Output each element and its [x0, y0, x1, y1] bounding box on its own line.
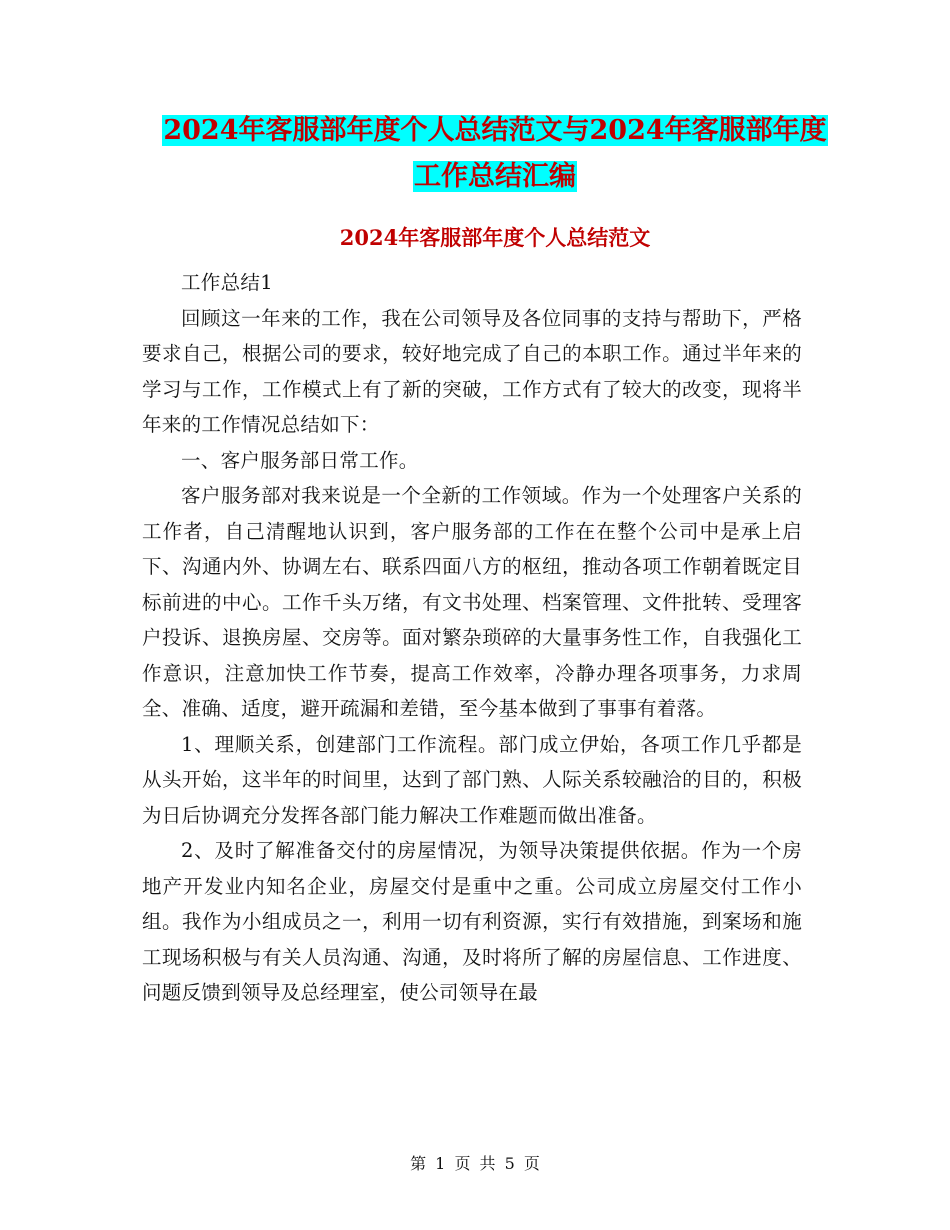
paragraph: 2、及时了解准备交付的房屋情况，为领导决策提供依据。作为一个房地产开发业内知名企业，房屋交付是重中之重。公司成立房屋交付工作小组。我作为小组成员之一，利用一切有利资源，实行有效措施，到案场和施工现场积极与有关人员沟通、沟通，及时将所了解的房屋信息、工作进度、问题反馈到领导及总经理室，使公司领导在最 — [142, 839, 802, 1004]
paragraph: 回顾这一年来的工作，我在公司领导及各位同事的支持与帮助下，严格要求自己，根据公司的要求，较好地完成了自己的本职工作。通过半年来的学习与工作，工作模式上有了新的突破，工作方式有了较大的改变，现将半年来的工作情况总结如下： — [142, 306, 802, 436]
paragraph-subheading: 一、客户服务部日常工作。 — [181, 448, 419, 472]
paragraph: 客户服务部对我来说是一个全新的工作领域。作为一个处理客户关系的工作者，自己清醒地认识到，客户服务部的工作在在整个公司中是承上启下、沟通内外、协调左右、联系四面八方的枢纽，推动各项工作朝着既定目标前进的中心。工作千头万绪，有文书处理、档案管理、文件批转、受理客户投诉、退换房屋、交房等。面对繁杂琐碎的大量事务性工作，自我强化工作意识，注意加快工作节奏，提高工作效率，冷静办理各项事务，力求周全、准确、适度，避开疏漏和差错，至今基本做到了事事有着落。 — [142, 484, 802, 720]
page-number-footer: 第 1 页 共 5 页 — [410, 1154, 540, 1173]
title-line-1: 2024年客服部年度个人总结范文与2024年客服部年度 — [163, 115, 827, 146]
section-title: 2024年客服部年度个人总结范文 — [339, 225, 651, 250]
document-title — [140, 108, 850, 200]
title-line-2: 工作总结汇编 — [414, 161, 576, 192]
document-body — [142, 265, 802, 1011]
paragraph-heading: 工作总结1 — [181, 271, 273, 294]
paragraph: 1、理顺关系，创建部门工作流程。部门成立伊始，各项工作几乎都是从头开始，这半年的时间里，达到了部门熟、人际关系较融洽的目的，积极为日后协调充分发挥各部门能力解决工作难题而做出准备。 — [142, 732, 802, 827]
